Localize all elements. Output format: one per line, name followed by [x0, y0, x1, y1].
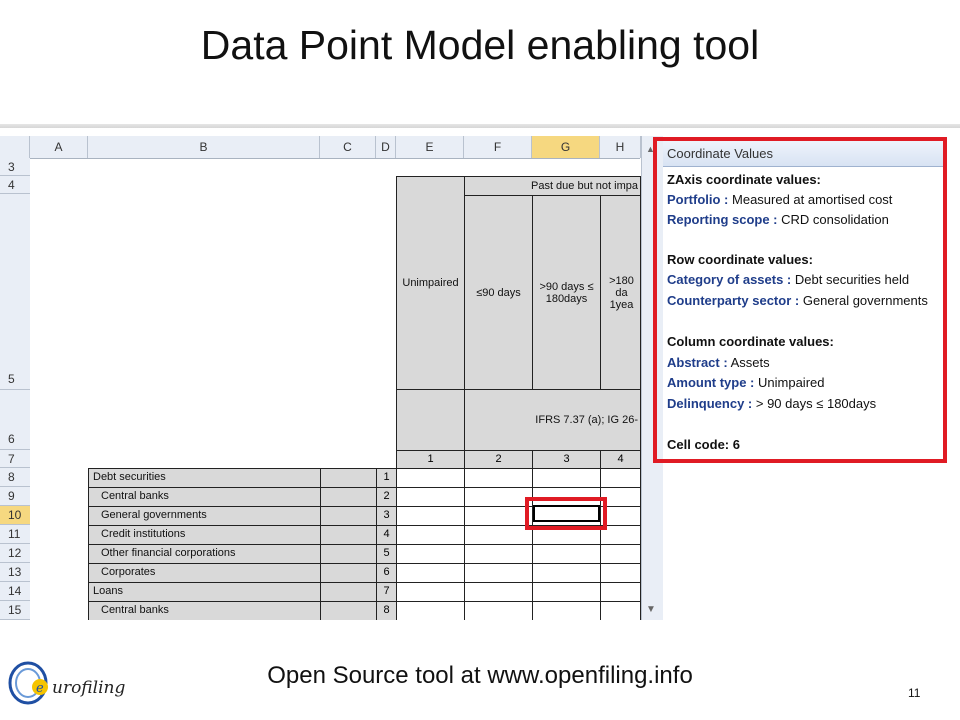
row-label: Debt securities	[88, 468, 321, 488]
column-code-4: 4	[600, 450, 641, 469]
data-cell[interactable]	[532, 468, 601, 488]
column-header-row	[0, 136, 640, 159]
svg-text:e: e	[36, 681, 44, 696]
reporting-scope-value: CRD consolidation	[781, 212, 889, 227]
row-header-9[interactable]: 9	[0, 487, 30, 506]
slide-title: Data Point Model enabling tool	[200, 22, 760, 68]
row-code: 2	[376, 487, 397, 507]
row-header-13[interactable]: 13	[0, 563, 30, 582]
header-past-due-text: Past due but not impa	[530, 180, 638, 192]
data-cell[interactable]	[532, 563, 601, 583]
row-header-5[interactable]: 5	[0, 194, 30, 390]
header-ifrs-text: IFRS 7.37 (a); IG 26-	[535, 414, 638, 426]
data-cell[interactable]	[396, 487, 465, 507]
data-cell[interactable]	[464, 601, 533, 620]
data-cell[interactable]	[396, 544, 465, 564]
data-cell[interactable]	[396, 506, 465, 526]
spreadsheet-screenshot	[0, 128, 960, 620]
data-cell[interactable]	[396, 601, 465, 620]
header-gt180-text: >180 da 1yea	[609, 274, 634, 311]
column-header-e[interactable]: E	[396, 136, 464, 158]
column-header-c[interactable]: C	[320, 136, 376, 158]
scroll-up-arrow-icon[interactable]: ▲	[646, 144, 655, 154]
footer-text: Open Source tool at www.openfiling.info	[267, 662, 693, 689]
row-label: Other financial corporations	[88, 544, 321, 564]
row-code: 8	[376, 601, 397, 620]
counterparty-value: General governments	[802, 293, 928, 308]
header-gt90	[532, 195, 601, 390]
scroll-down-arrow-icon[interactable]: ▼	[646, 604, 656, 615]
header-ifrs	[464, 389, 641, 451]
column-header-d[interactable]: D	[376, 136, 396, 158]
row-blank-cell[interactable]	[320, 487, 377, 507]
row-code: 1	[376, 468, 397, 488]
row-header-14[interactable]: 14	[0, 582, 30, 601]
header-le90-text: ≤90 days	[476, 286, 521, 299]
header-le90	[464, 195, 533, 390]
category-key: Category of assets :	[667, 272, 792, 287]
data-cell[interactable]	[396, 563, 465, 583]
data-cell[interactable]	[600, 601, 641, 620]
row-header-12[interactable]: 12	[0, 544, 30, 563]
category-value: Debt securities held	[794, 272, 910, 287]
data-cell[interactable]	[396, 525, 465, 545]
data-cell[interactable]	[464, 468, 533, 488]
data-cell[interactable]	[600, 563, 641, 583]
row-blank-cell[interactable]	[320, 544, 377, 564]
delinquency-key: Delinquency :	[667, 396, 753, 411]
row-label: Corporates	[88, 563, 321, 583]
header-gt90-text: >90 days ≤ 180days	[539, 280, 594, 305]
header-gt180	[600, 195, 641, 390]
data-cell[interactable]	[600, 544, 641, 564]
column-coordinates-heading: Column coordinate values:	[667, 334, 834, 349]
zaxis-heading: ZAxis coordinate values:	[667, 172, 821, 187]
row-code: 7	[376, 582, 397, 602]
row-label: Central banks	[88, 487, 321, 507]
svg-text:urofiling: urofiling	[52, 678, 126, 698]
row-label: Credit institutions	[88, 525, 321, 545]
row-header-10[interactable]: 10	[0, 506, 30, 525]
data-cell[interactable]	[396, 582, 465, 602]
header-past-due	[464, 176, 641, 196]
coordinate-values-title: Coordinate Values	[663, 141, 945, 167]
reporting-scope-key: Reporting scope :	[667, 212, 778, 227]
row-label: Central banks	[88, 601, 321, 620]
row-label: General governments	[88, 506, 321, 526]
active-cell-g10[interactable]	[533, 505, 600, 522]
data-cell[interactable]	[464, 487, 533, 507]
row-blank-cell[interactable]	[320, 468, 377, 488]
header-ifrs-blank	[396, 389, 465, 451]
portfolio-value: Measured at amortised cost	[732, 192, 893, 207]
coordinate-values-highlight	[653, 137, 947, 463]
select-all-corner[interactable]	[0, 136, 30, 158]
data-cell[interactable]	[464, 544, 533, 564]
data-cell[interactable]	[600, 582, 641, 602]
column-header-h[interactable]: H	[600, 136, 641, 158]
data-cell[interactable]	[600, 468, 641, 488]
data-cell[interactable]	[532, 544, 601, 564]
abstract-key: Abstract :	[667, 355, 728, 370]
data-cell[interactable]	[464, 582, 533, 602]
row-header-7[interactable]: 7	[0, 450, 30, 468]
abstract-value: Assets	[730, 355, 770, 370]
amount-type-key: Amount type :	[667, 375, 755, 390]
row-header-8[interactable]: 8	[0, 468, 30, 487]
portfolio-key: Portfolio :	[667, 192, 729, 207]
column-code-1: 1	[396, 450, 465, 469]
data-cell[interactable]	[464, 563, 533, 583]
delinquency-value: > 90 days ≤ 180days	[755, 396, 877, 411]
row-header-4[interactable]: 4	[0, 176, 30, 194]
data-cell[interactable]	[464, 506, 533, 526]
row-header-11[interactable]: 11	[0, 525, 30, 544]
header-unimpaired-text: Unimpaired	[402, 277, 459, 289]
row-blank-cell[interactable]	[320, 582, 377, 602]
row-header-15[interactable]: 15	[0, 601, 30, 620]
row-blank-cell[interactable]	[320, 525, 377, 545]
row-code: 4	[376, 525, 397, 545]
data-cell[interactable]	[532, 582, 601, 602]
header-unimpaired	[396, 176, 465, 390]
row-label: Loans	[88, 582, 321, 602]
row-code: 5	[376, 544, 397, 564]
row-header-3[interactable]: 3	[0, 158, 30, 176]
row-header-6[interactable]: 6	[0, 390, 30, 450]
data-cell[interactable]	[532, 601, 601, 620]
page-number: 11	[908, 686, 921, 700]
cell-code: Cell code: 6	[667, 437, 740, 452]
row-coordinates-heading: Row coordinate values:	[667, 252, 813, 267]
row-blank-cell[interactable]	[320, 563, 377, 583]
column-header-a[interactable]: A	[30, 136, 88, 158]
row-code: 3	[376, 506, 397, 526]
amount-type-value: Unimpaired	[758, 375, 825, 390]
data-cell[interactable]	[464, 525, 533, 545]
data-cell[interactable]	[396, 468, 465, 488]
column-code-2: 2	[464, 450, 533, 469]
counterparty-key: Counterparty sector :	[667, 293, 800, 308]
row-blank-cell[interactable]	[320, 601, 377, 620]
row-blank-cell[interactable]	[320, 506, 377, 526]
column-header-g[interactable]: G	[532, 136, 600, 158]
column-header-f[interactable]: F	[464, 136, 532, 158]
row-code: 6	[376, 563, 397, 583]
column-code-3: 3	[532, 450, 601, 469]
column-header-b[interactable]: B	[88, 136, 320, 158]
